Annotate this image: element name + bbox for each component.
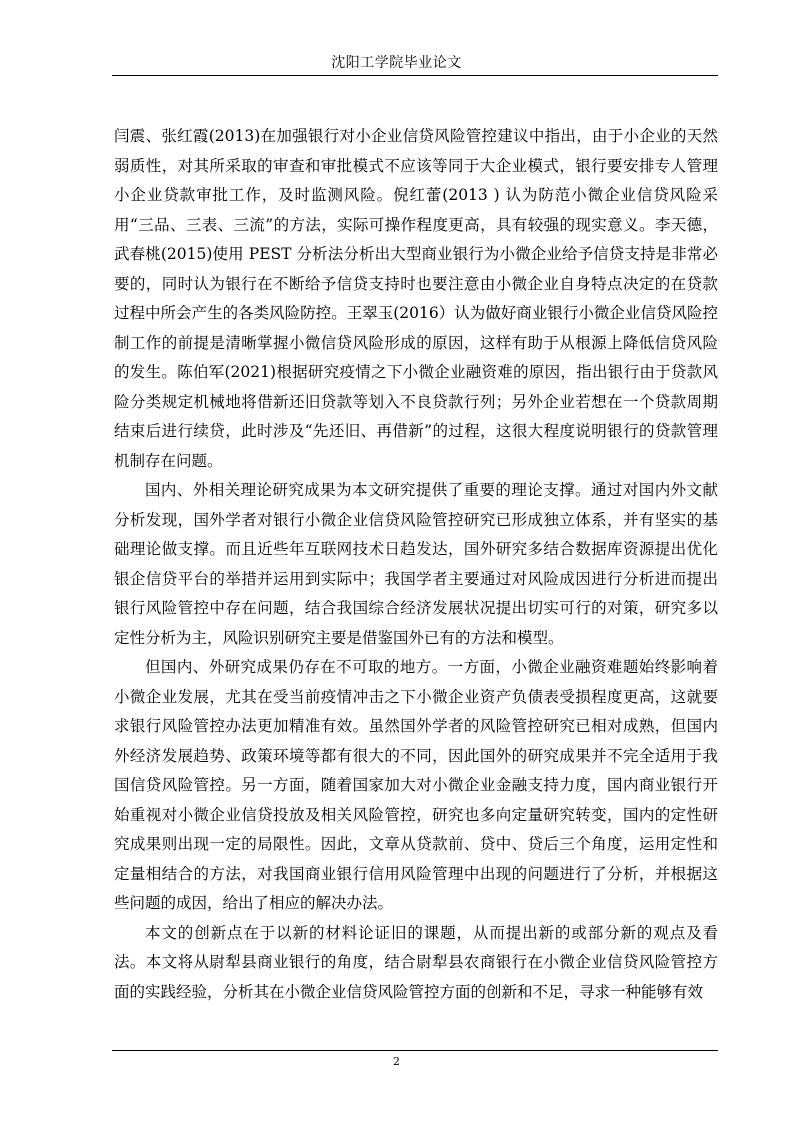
document-body: [114, 122, 718, 1007]
paragraph-limitations: 但国内、外研究成果仍存在不可取的地方。一方面，小微企业融资难题始终影响着小微企业发展，尤其在受当前疫情冲击之下小微企业资产负债表受损程度更高，这就要求银行风险管控办法更加精准有效。虽然国外学者的风险管控研究已相对成熟，但国内外经济发展趋势、政策环境等都有很大的不同，因此国外的研究成果并不完全适用于我国信贷风险管控。另一方面，随着国家加大对小微企业金融支持力度，国内商业银行开始重视对小微企业信贷投放及相关风险管控，研究也多向定量研究转变，国内的定性研究成果则出现一定的局限性。因此，文章从贷款前、贷中、贷后三个角度，运用定性和定量相结合的方法，对我国商业银行信用风险管理中出现的问题进行了分析，并根据这些问题的成因，给出了相应的解决办法。: [114, 658, 718, 912]
page-number: 2: [393, 1055, 400, 1068]
page-header: 沈阳工学院毕业论文: [331, 55, 462, 71]
paragraph-theoretical-support: 国内、外相关理论研究成果为本文研究提供了重要的理论支撑。通过对国内外文献分析发现，国外学者对银行小微企业信贷风险管控研究已形成独立体系，并有坚实的基础理论做支撑。而且近些年互联网技术日趋发达，国外研究多结合数据库资源提出优化银企信贷平台的举措并运用到实际中；我国学者主要通过对风险成因进行分析进而提出银行风险管控中存在问题，结合我国综合经济发展状况提出切实可行的对策，研究多以定性分析为主，风险识别研究主要是借鉴国外已有的方法和模型。: [114, 481, 718, 647]
paragraph-literature-review: 闫震、张红霞(2013)在加强银行对小企业信贷风险管控建议中指出，由于小企业的天然弱质性，对其所采取的审查和审批模式不应该等同于大企业模式，银行要安排专人管理小企业贷款审批工作，及时监测风险。倪红蕾(2013 ) 认为防范小微企业信贷风险采用“三品、三表、三流”的方法，实际可操作程度更高，具有较强的现实意义。李天德，武春桃(2015)使用 PEST 分析法分析出大型商业银行为小微企业给予信贷支持是非常必要的，同时认为银行在不断给予信贷支持时也要注意由小微企业自身特点决定的在贷款过程中所会产生的各类风险防控。王翠玉(2016）认为做好商业银行小微企业信贷风险控制工作的前提是清晰掌握小微信贷风险形成的原因，这样有助于从根源上降低信贷风险的发生。陈伯军(2021)根据研究疫情之下小微企业融资难的原因，指出银行由于贷款风险分类规定机械地将借新还旧贷款等划入不良贷款行列；另外企业若想在一个贷款周期结束后进行续贷，此时涉及“先还旧、再借新”的过程，这很大程度说明银行的贷款管理机制存在问题。: [114, 127, 718, 470]
footer-divider: [112, 1050, 718, 1051]
paragraph-innovation: 本文的创新点在于以新的材料论证旧的课题，从而提出新的或部分新的观点及看法。本文将从尉犁县商业银行的角度，结合尉犁县农商银行在小微企业信贷风险管控方面的实践经验，分析其在小微企业信贷风险管控方面的创新和不足，寻求一种能够有效: [114, 923, 718, 1001]
header-divider: [112, 75, 718, 76]
